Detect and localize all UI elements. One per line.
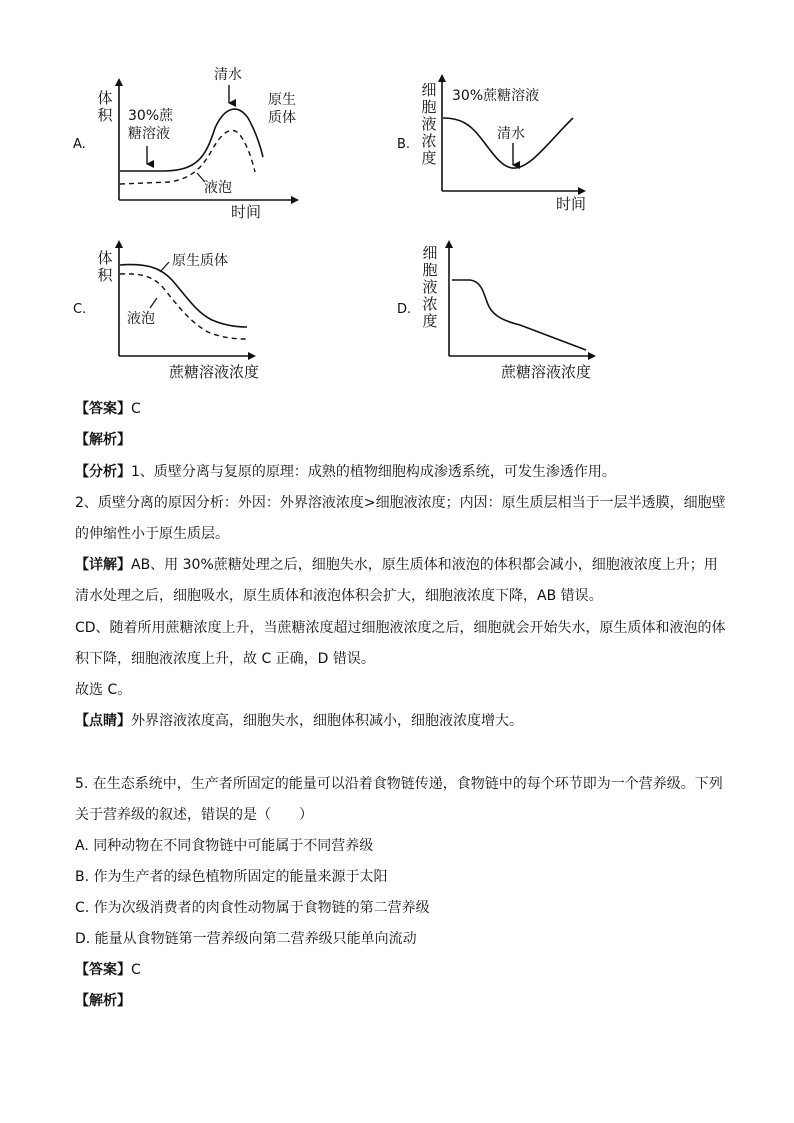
- graph-b-ylabel-char: 液: [421, 115, 437, 133]
- graph-b-ylabel-char: 浓: [421, 132, 437, 150]
- graph-a-annot-vacuole: 液泡: [204, 180, 232, 196]
- q5-option: C. 作为次级消费者的肉食性动物属于食物链的第二营养级: [75, 900, 430, 916]
- graph-c-annot-vacuole: 液泡: [127, 311, 155, 327]
- graph-b-ylabel-char: 度: [421, 149, 437, 167]
- q5-stem-line2: 关于营养级的叙述，错误的是（ ）: [75, 807, 313, 823]
- graph-c-xlabel: 蔗糖溶液浓度: [169, 363, 260, 381]
- q4-detail-line1: [75, 555, 725, 575]
- q4-tip-line: [75, 711, 725, 731]
- graph-c-vacuole-curve: [120, 274, 247, 339]
- graph-a-ylabel-char: 体: [97, 89, 113, 107]
- q4-fenxi-line3: 的伸缩性小于原生质层。: [75, 526, 229, 542]
- graph-a-xlabel: 时间: [231, 203, 262, 221]
- graph-a-annot-sucrose: 30%蔗: [128, 108, 174, 124]
- q5-option: A. 同种动物在不同食物链中可能属于不同营养级: [75, 838, 374, 854]
- q5-answer-line: [75, 960, 725, 980]
- q4-fenxi-line2: 2、质壁分离的原因分析：外因：外界溶液浓度>细胞液浓度；内因：原生质层相当于一层半透膜，细胞壁: [75, 495, 726, 511]
- graph-c-ylabel-char: 积: [97, 266, 113, 284]
- q5-analysis-tag: 【解析】: [75, 993, 131, 1009]
- option-c-label: C.: [73, 302, 87, 317]
- graph-c-annot-protoplast: 原生质体: [172, 253, 228, 269]
- option-b-label: B.: [397, 137, 411, 152]
- q4-answer-tag: 【答案】: [75, 401, 131, 417]
- option-d-label: D.: [397, 302, 412, 317]
- graph-c-ylabel-char: 体: [97, 249, 113, 267]
- q4-answer-line: [75, 399, 725, 419]
- graph-a-annot-sucrose: 糖溶液: [128, 126, 170, 142]
- q4-analysis-tag: 【解析】: [75, 432, 131, 448]
- q4-tip-text: 外界溶液浓度高，细胞失水，细胞体积减小，细胞液浓度增大。: [131, 713, 523, 729]
- graph-d-right-arrow: [588, 352, 596, 360]
- q4-answer-value: C: [131, 401, 141, 417]
- q5-option: D. 能量从食物链第一营养级向第二营养级只能单向流动: [75, 931, 417, 947]
- q4-detail-text: AB、用 30%蔗糖处理之后，细胞失水，原生质体和液泡的体积都会减小，细胞液浓度上升；用: [131, 557, 718, 573]
- q5-stem-line1: 5. 在生态系统中，生产者所固定的能量可以沿着食物链传递，食物链中的每个环节即为一个营养级。下列: [75, 776, 723, 792]
- q4-tip-tag: 【点睛】: [75, 713, 131, 729]
- graph-d-ylabel-char: 胞: [422, 261, 438, 279]
- graph-d-ylabel-char: 细: [422, 244, 438, 262]
- q5-analysis-line: [75, 991, 725, 1011]
- graph-c-up-arrow: [115, 240, 123, 248]
- graph-d-concentration-curve: [452, 280, 586, 350]
- q5-answer-tag: 【答案】: [75, 962, 131, 978]
- graph-b-up-arrow: [438, 74, 446, 82]
- graph-a-annot-water: 清水: [214, 67, 242, 83]
- q4-detail-line4: 积下降，细胞液浓度上升，故 C 正确，D 错误。: [75, 651, 375, 667]
- q4-fenxi-tag: 【分析】: [75, 464, 131, 480]
- graph-b-ylabel-char: 细: [421, 81, 437, 99]
- graph-b-annot-water: 清水: [497, 126, 525, 142]
- q5-answer-value: C: [131, 962, 141, 978]
- option-a-label: A.: [73, 137, 86, 152]
- graph-d-ylabel-char: 度: [422, 312, 438, 330]
- q4-analysis-line: [75, 430, 725, 450]
- q5-option: B. 作为生产者的绿色植物所固定的能量来源于太阳: [75, 869, 388, 885]
- q4-detail-line2: 清水处理之后，细胞吸水，原生质体和液泡体积会扩大，细胞液浓度下降，AB 错误。: [75, 588, 603, 604]
- graph-b-ylabel-char: 胞: [421, 98, 437, 116]
- graph-d-ylabel-char: 液: [422, 278, 438, 296]
- graph-b-xlabel: 时间: [556, 195, 587, 213]
- q4-fenxi-line: [75, 462, 725, 482]
- graph-c-right-arrow: [248, 352, 256, 360]
- graph-c-proto-leader: [160, 262, 169, 272]
- graph-c-vacuole-leader: [150, 298, 157, 308]
- q4-detail-tag: 【详解】: [75, 557, 131, 573]
- q4-choose-line: 故选 C。: [75, 682, 132, 698]
- graph-d-ylabel-char: 浓: [422, 295, 438, 313]
- graph-d-axes: [449, 246, 590, 356]
- graph-a-ylabel-char: 积: [97, 106, 113, 124]
- graph-b-annot-sucrose: 30%蔗糖溶液: [452, 88, 540, 104]
- graph-a-up-arrow: [115, 78, 123, 86]
- q4-detail-line3: CD、随着所用蔗糖浓度上升，当蔗糖浓度超过细胞液浓度之后，细胞就会开始失水，原生质体和液泡的体: [75, 620, 726, 636]
- graph-d-xlabel: 蔗糖溶液浓度: [501, 363, 592, 381]
- graph-a-annot-protoplast: 质体: [268, 110, 296, 126]
- graph-d-up-arrow: [445, 240, 453, 248]
- figure-drawing: [0, 0, 794, 400]
- q4-fenxi-text: 1、质壁分离与复原的原理：成熟的植物细胞构成渗透系统，可发生渗透作用。: [131, 464, 616, 480]
- graph-a-annot-protoplast: 原生: [268, 92, 296, 108]
- graph-b-right-arrow: [578, 187, 586, 195]
- graph-a-right-arrow: [291, 196, 299, 204]
